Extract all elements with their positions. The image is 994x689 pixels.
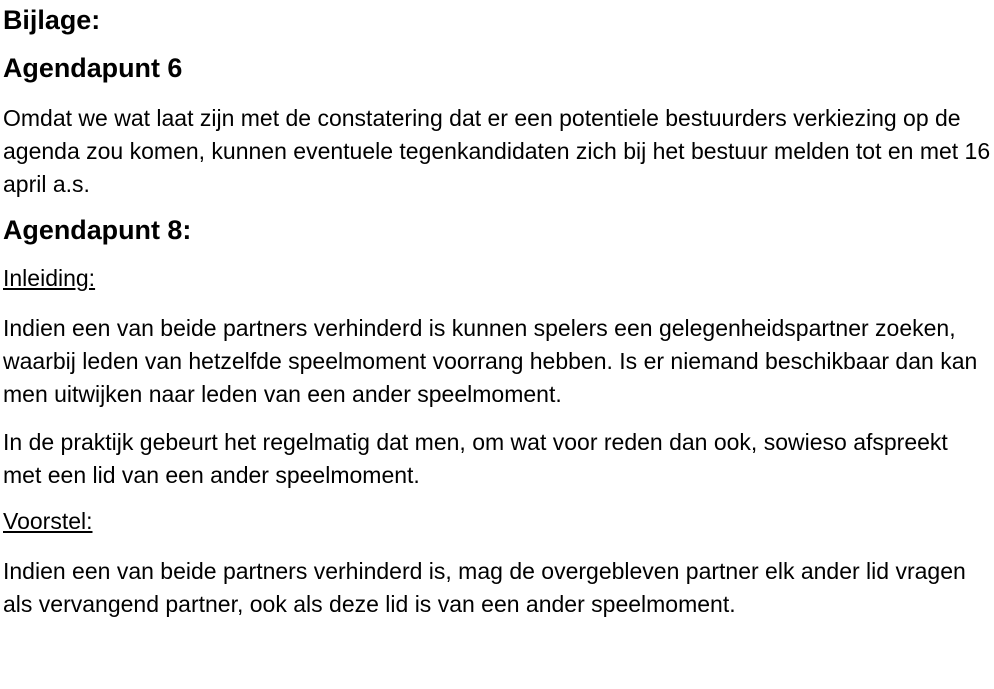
heading-agendapunt-6: Agendapunt 6 bbox=[3, 53, 183, 83]
paragraph-agendapunt-6: Omdat we wat laat zijn met de constatering dat er een potentiele bestuurders verkiezing op de agenda zou komen, kunnen eventuele tegenkandidaten zich bij het bestuur melden tot en met 16 april a.s. bbox=[3, 105, 991, 197]
paragraph-inleiding-2: In de praktijk gebeurt het regelmatig dat men, om wat voor reden dan ook, sowieso afspreekt met een lid van een ander speelmoment. bbox=[3, 429, 948, 488]
paragraph-voorstel: Indien een van beide partners verhinderd is, mag de overgebleven partner elk ander lid vragen als vervangend partner, ook als deze lid is van een ander speelmoment. bbox=[3, 558, 966, 617]
subheading-voorstel: Voorstel: bbox=[3, 508, 93, 534]
heading-bijlage: Bijlage: bbox=[3, 5, 101, 35]
paragraph-inleiding-1: Indien een van beide partners verhinderd is kunnen spelers een gelegenheidspartner zoeken, waarbij leden van hetzelfde speelmoment voorrang hebben. Is er niemand beschikbaar dan kan men uitwijken naar leden van een ander speelmoment. bbox=[3, 315, 978, 407]
subheading-inleiding: Inleiding: bbox=[3, 265, 96, 291]
heading-agendapunt-8: Agendapunt 8: bbox=[3, 215, 192, 245]
